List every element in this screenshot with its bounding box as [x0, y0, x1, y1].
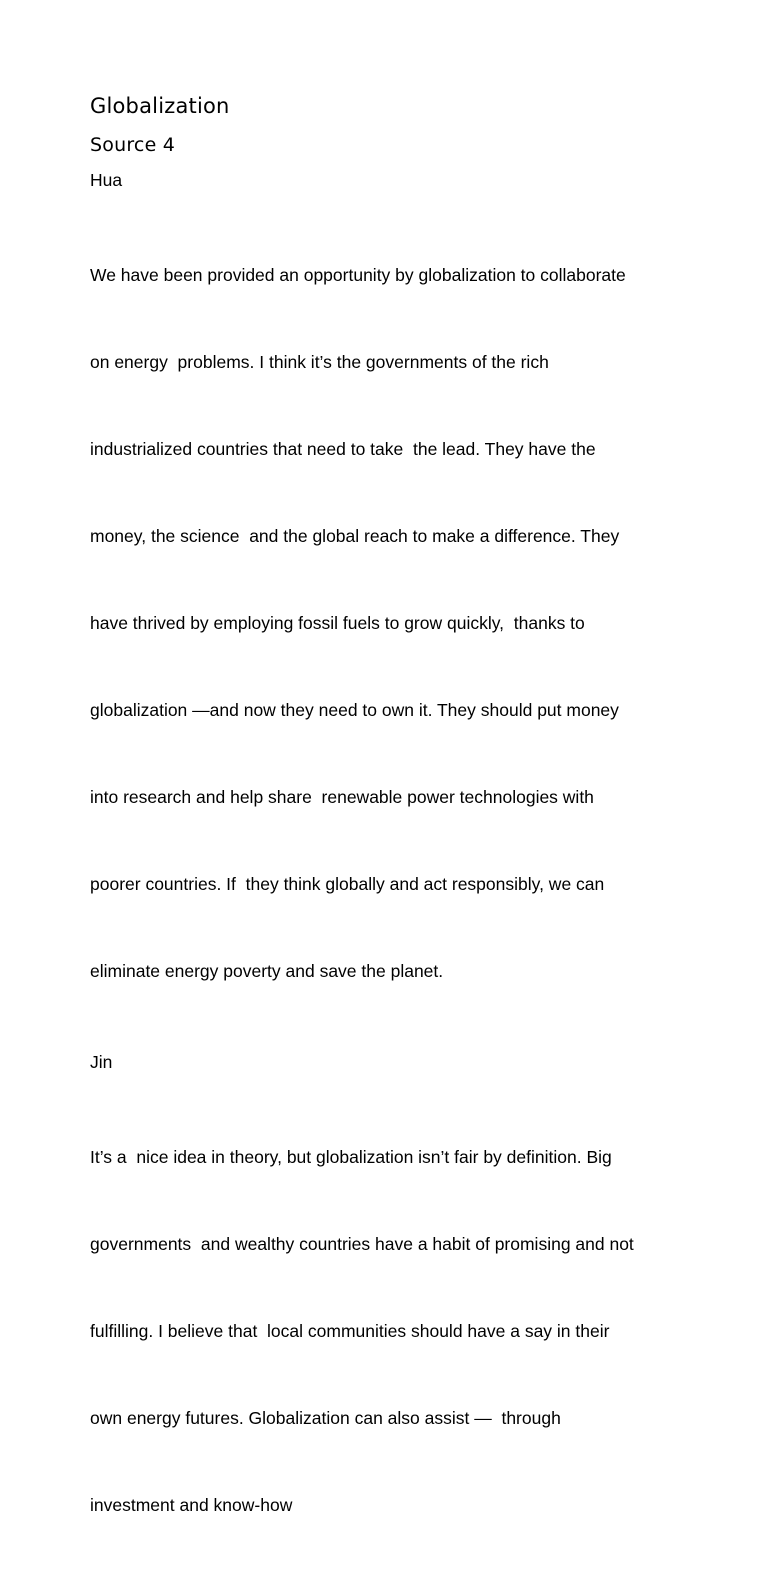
paragraph-line: It’s a nice idea in theory, but globalization isn’t fair by definition. Big: [90, 1147, 612, 1167]
paragraph-line: have thrived by employing fossil fuels to grow quickly, thanks to: [90, 613, 585, 633]
paragraph-line: industrialized countries that need to take the lead. They have the: [90, 439, 596, 459]
document-title: Globalization: [90, 94, 230, 118]
paragraph-line: governments and wealthy countries have a habit of promising and not: [90, 1234, 634, 1254]
document-subtitle: Source 4: [90, 134, 175, 156]
paragraph-line: globalization —and now they need to own it. They should put money: [90, 700, 619, 720]
speaker-name: Jin: [90, 1052, 113, 1072]
paragraph-line: investment and know-how: [90, 1495, 293, 1515]
paragraph-line: poorer countries. If they think globally and act responsibly, we can: [90, 874, 605, 894]
speaker-paragraph: [90, 1085, 680, 1578]
paragraph-line: on energy problems. I think it’s the governments of the rich: [90, 352, 549, 372]
speaker-paragraph: [90, 203, 680, 1044]
paragraph-line: money, the science and the global reach to make a difference. They: [90, 526, 620, 546]
paragraph-line: eliminate energy poverty and save the planet.: [90, 961, 444, 981]
section-jin: [90, 1049, 680, 1578]
document-page: [90, 88, 680, 1578]
paragraph-line: We have been provided an opportunity by globalization to collaborate: [90, 265, 626, 285]
paragraph-line: into research and help share renewable power technologies with: [90, 787, 594, 807]
paragraph-line: fulfilling. I believe that local communities should have a say in their: [90, 1321, 610, 1341]
paragraph-line: own energy futures. Globalization can also assist — through: [90, 1408, 561, 1428]
speaker-name: Hua: [90, 170, 123, 190]
section-hua: [90, 167, 680, 1044]
